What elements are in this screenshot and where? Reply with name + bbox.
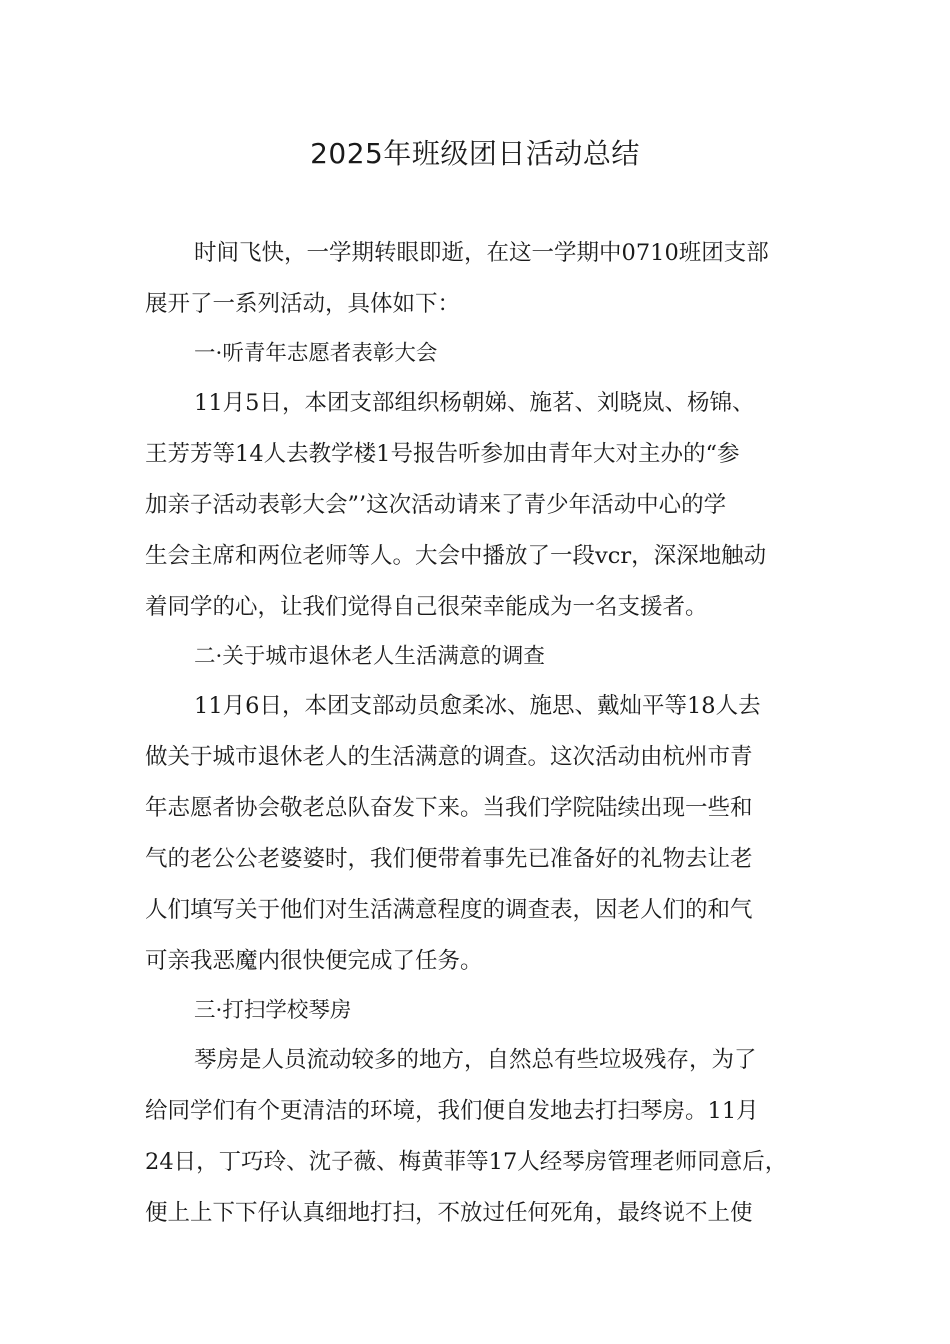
paragraph-line: 生会主席和两位老师等人。大会中播放了一段vcr，深深地触动 [145, 543, 767, 569]
paragraph-line: 琴房是人员流动较多的地方，自然总有些垃圾残存，为了 [194, 1047, 757, 1073]
paragraph-line: 24日，丁巧玲、沈子薇、梅黄菲等17人经琴房管理老师同意后， [145, 1149, 788, 1175]
paragraph-line: 人们填写关于他们对生活满意程度的调查表，因老人们的和气 [145, 897, 753, 923]
paragraph-line: 11月6日，本团支部动员愈柔冰、施思、戴灿平等18人去 [194, 693, 761, 719]
paragraph-line: 王芳芳等14人去教学楼1号报告听参加由青年大对主办的“参 [145, 441, 740, 467]
paragraph-line: 做关于城市退休老人的生活满意的调查。这次活动由杭州市青 [145, 744, 753, 770]
paragraph-line: 年志愿者协会敬老总队奋发下来。当我们学院陆续出现一些和 [145, 795, 753, 821]
paragraph-line: 可亲我恶魔内很快便完成了任务。 [145, 948, 483, 974]
paragraph-line: 加亲子活动表彰大会”’这次活动请来了青少年活动中心的学 [145, 492, 727, 518]
paragraph-line: 展开了一系列活动，具体如下： [145, 291, 461, 317]
paragraph-line: 时间飞快，一学期转眼即逝，在这一学期中0710班团支部 [194, 240, 769, 266]
document-body [145, 228, 825, 1239]
page-title: 2025年班级团日活动总结 [310, 137, 640, 170]
section-heading: 三·打扫学校琴房 [194, 998, 352, 1023]
paragraph-line: 便上上下下仔认真细地打扫，不放过任何死角，最终说不上使 [145, 1200, 753, 1226]
paragraph-line: 11月5日，本团支部组织杨朝娣、施茗、刘晓岚、杨锦、 [194, 390, 755, 416]
paragraph-line: 着同学的心，让我们觉得自己很荣幸能成为一名支援者。 [145, 594, 708, 620]
paragraph-line: 气的老公公老婆婆时，我们便带着事先已准备好的礼物去让老 [145, 846, 753, 872]
paragraph-line: 给同学们有个更清洁的环境，我们便自发地去打扫琴房。11月 [145, 1098, 759, 1124]
section-heading: 二·关于城市退休老人生活满意的调查 [194, 644, 545, 669]
section-heading: 一·听青年志愿者表彰大会 [194, 341, 438, 366]
